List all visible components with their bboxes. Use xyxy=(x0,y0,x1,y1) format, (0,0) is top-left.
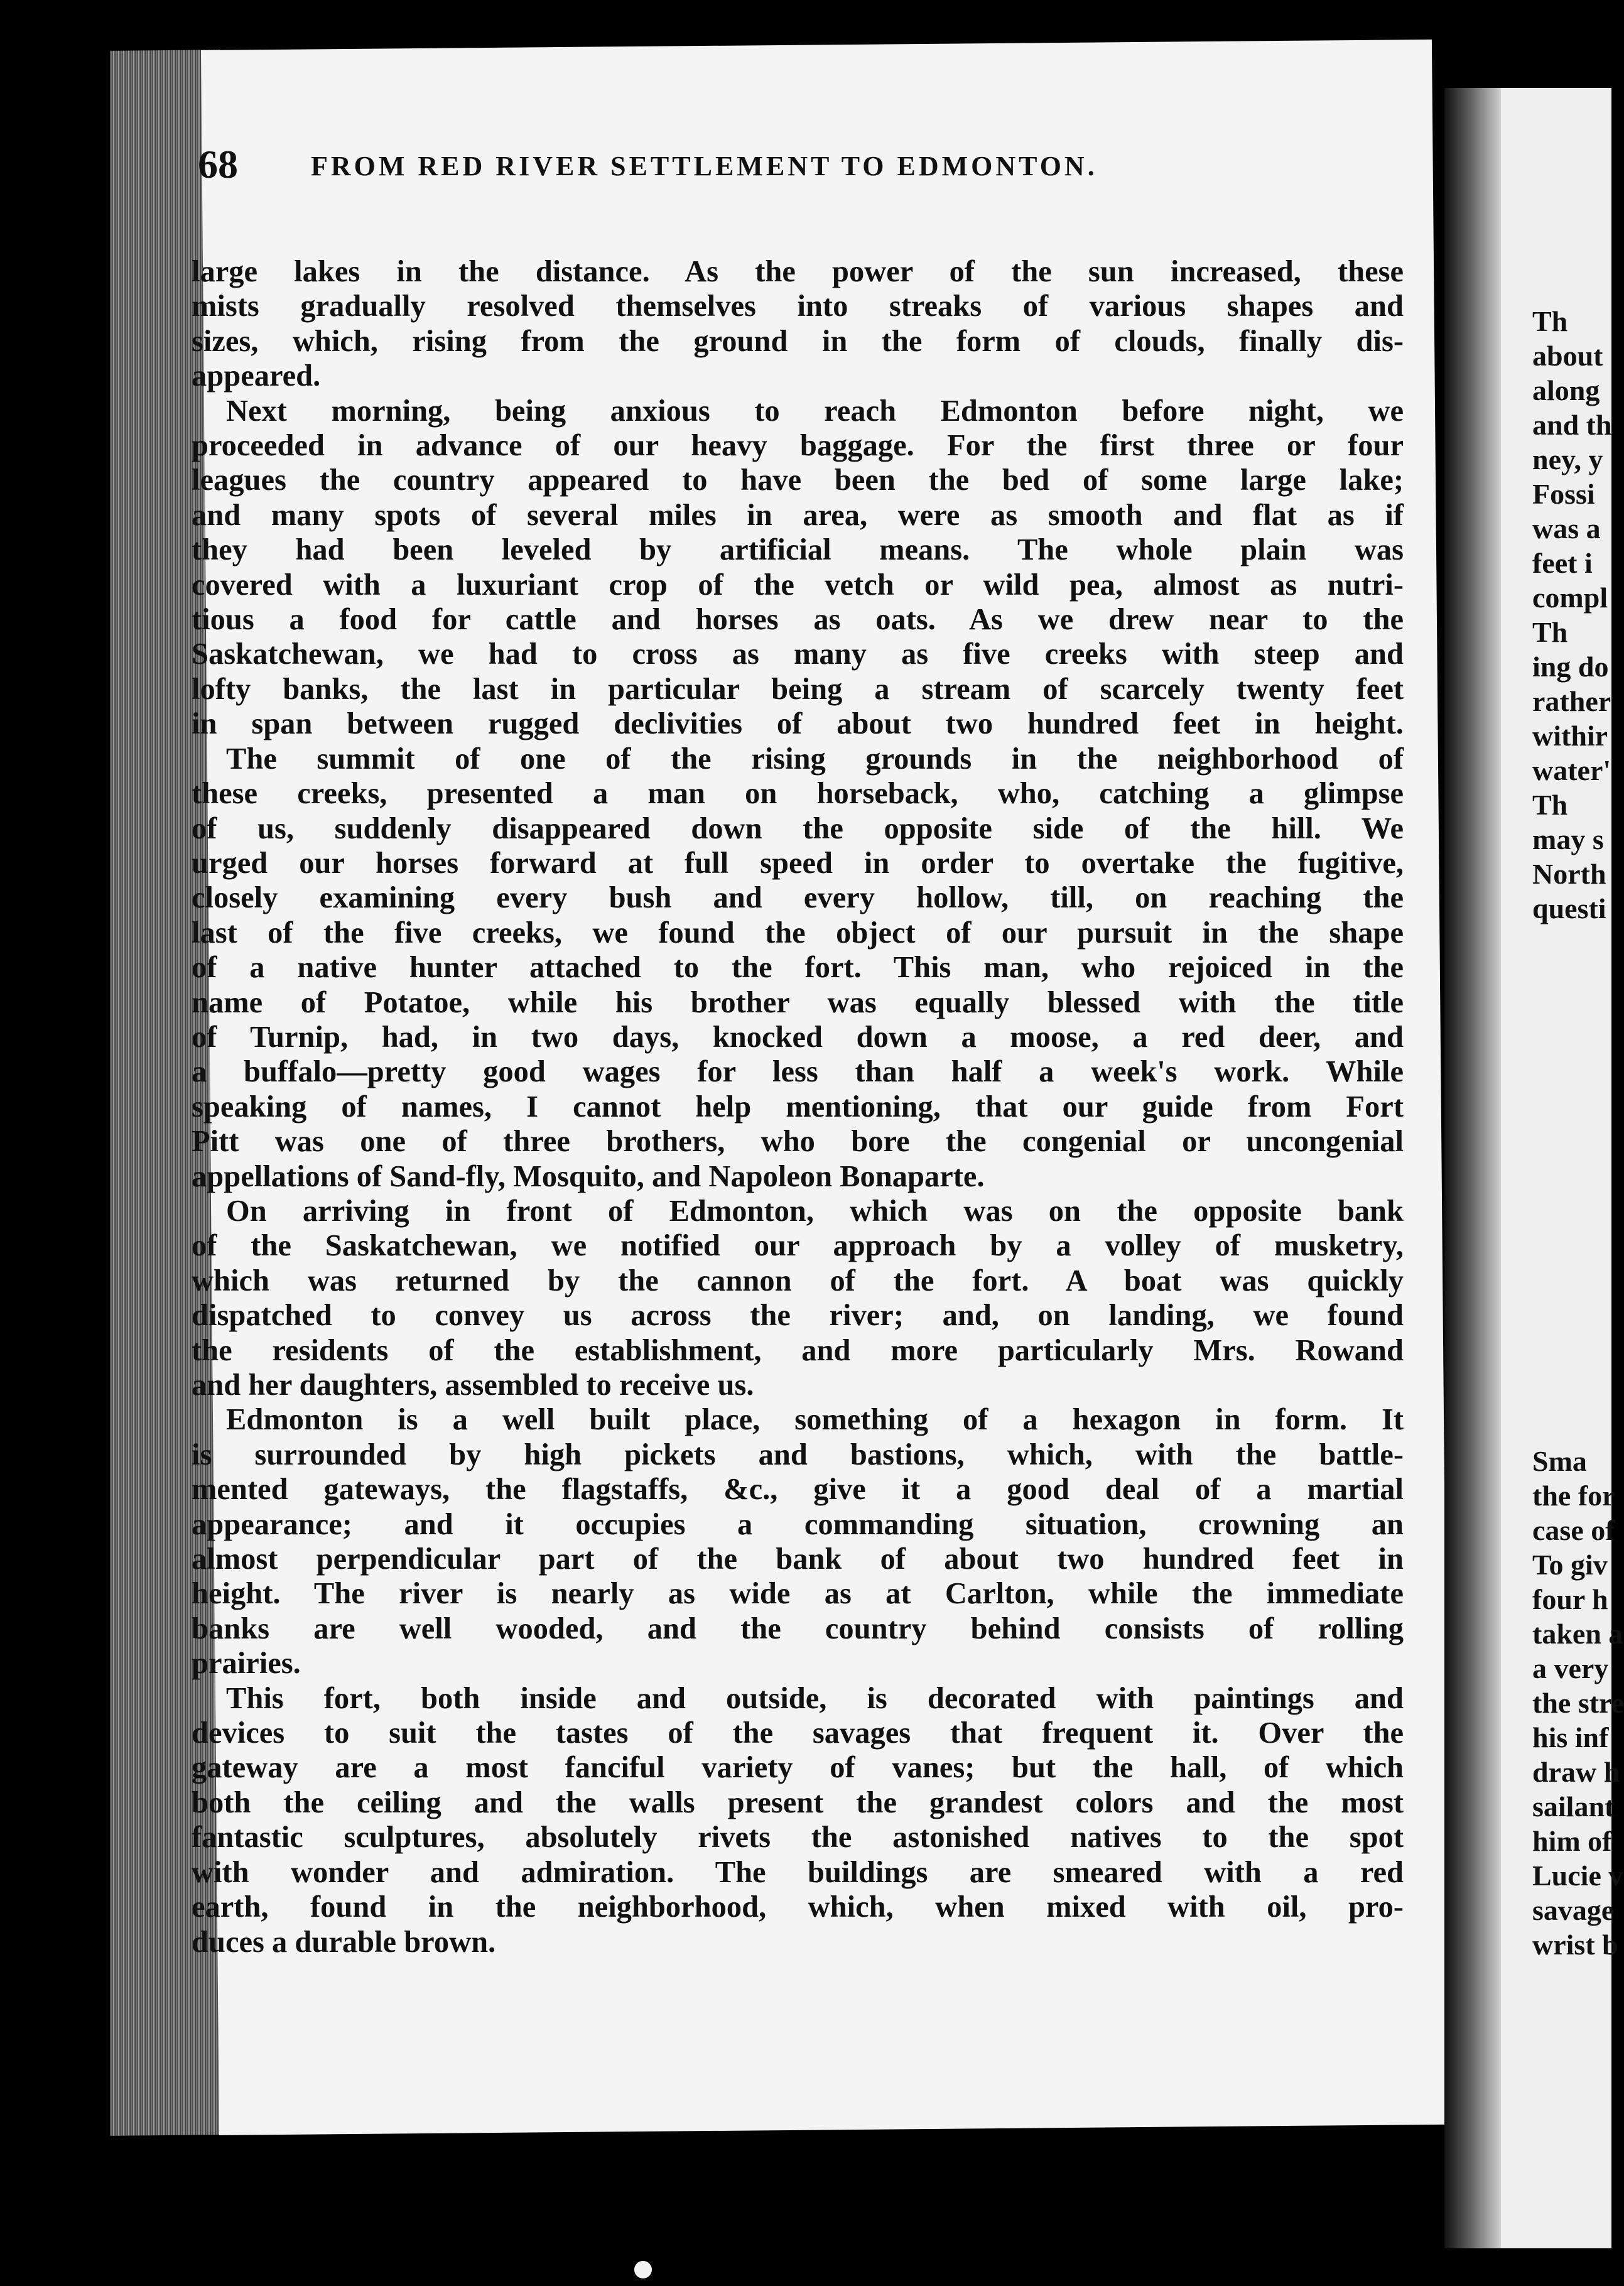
text-line: last of the five creeks, we found the object of our pursuit in the shape xyxy=(192,916,1404,950)
text-line: dispatched to convey us across the river; and, on landing, we found xyxy=(192,1299,1404,1333)
facing-page-fragment: Th xyxy=(1532,789,1568,821)
text-line: banks are well wooded, and the country behind consists of rolling xyxy=(192,1612,1404,1645)
text-line: they had been leveled by artificial means. The whole plain was xyxy=(192,533,1404,567)
facing-page-fragment: four h xyxy=(1532,1583,1608,1615)
text-line: in span between rugged declivities of about two hundred feet in height. xyxy=(192,707,1404,741)
text-line: fantastic sculptures, absolutely rivets the astonished natives to the spot xyxy=(192,1821,1404,1855)
text-line: Pitt was one of three brothers, who bore the congenial or uncongenial xyxy=(192,1125,1404,1159)
facing-page-fragment: water' xyxy=(1532,754,1611,786)
facing-page-fragment: taken a xyxy=(1532,1618,1623,1650)
text-line: speaking of names, I cannot help mentioning, that our guide from Fort xyxy=(192,1090,1404,1124)
text-line: is surrounded by high pickets and bastions, which, with the battle- xyxy=(192,1438,1404,1471)
text-line: of us, suddenly disappeared down the opposite side of the hill. We xyxy=(192,811,1404,845)
text-line: which was returned by the cannon of the fort. A boat was quickly xyxy=(192,1264,1404,1297)
facing-page-fragment: compl xyxy=(1532,582,1608,614)
facing-page-fragment: wrist b xyxy=(1532,1929,1618,1961)
facing-page-fragment: questi xyxy=(1532,892,1606,924)
facing-page-fragment: Fossi xyxy=(1532,478,1595,510)
body-text xyxy=(192,254,1404,1959)
text-line: with wonder and admiration. The buildings are smeared with a red xyxy=(192,1855,1404,1889)
text-line: leagues the country appeared to have been the bed of some large lake; xyxy=(192,463,1404,497)
text-line: This fort, both inside and outside, is decorated with paintings and xyxy=(226,1681,1404,1715)
text-line: mists gradually resolved themselves into streaks of various shapes and xyxy=(192,290,1404,323)
text-line: name of Potatoe, while his brother was equally blessed with the title xyxy=(192,985,1404,1019)
facing-page-fragment: him of xyxy=(1532,1825,1612,1857)
text-line: these creeks, presented a man on horseback, who, catching a glimpse xyxy=(192,777,1404,811)
text-line: of Turnip, had, in two days, knocked down a moose, a red deer, and xyxy=(192,1020,1404,1054)
facing-page-fragment: To giv xyxy=(1532,1549,1608,1581)
text-line: Next morning, being anxious to reach Edmonton before night, we xyxy=(226,394,1404,428)
text-line: mented gateways, the flagstaffs, &c., give it a good deal of a martial xyxy=(192,1473,1404,1507)
facing-page-fragment: withir xyxy=(1532,720,1608,752)
facing-page-fragment: sailant xyxy=(1532,1790,1615,1823)
text-line: appeared. xyxy=(192,359,321,393)
text-line: large lakes in the distance. As the power of the sun increased, these xyxy=(192,255,1404,288)
facing-page-fragment: Th xyxy=(1532,616,1568,648)
text-line: almost perpendicular part of the bank of about two hundred feet in xyxy=(192,1542,1404,1576)
facing-page-fragment: North xyxy=(1532,858,1606,890)
facing-page-fragment: ney, y xyxy=(1532,443,1603,475)
facing-page-fragment: may s xyxy=(1532,823,1604,855)
text-line: of a native hunter attached to the fort. This man, who rejoiced in the xyxy=(192,951,1404,985)
page-number: 68 xyxy=(198,142,238,187)
facing-page-fragment: draw h xyxy=(1532,1756,1620,1788)
facing-page-fragment: his inf xyxy=(1532,1721,1609,1753)
facing-page-fragment: savage xyxy=(1532,1894,1615,1926)
text-line: closely examining every bush and every hollow, till, on reaching the xyxy=(192,881,1404,915)
text-line: of the Saskatchewan, we notified our approach by a volley of musketry, xyxy=(192,1229,1404,1263)
facing-page-fragment: Th xyxy=(1532,305,1568,337)
facing-page-fragment: rather xyxy=(1532,685,1611,717)
gutter-shadow xyxy=(1444,88,1501,2248)
text-line: On arriving in front of Edmonton, which was on the opposite bank xyxy=(226,1194,1404,1228)
text-line: prairies. xyxy=(192,1647,301,1681)
text-line: both the ceiling and the walls present the grandest colors and the most xyxy=(192,1785,1404,1819)
facing-page-fragment: a very xyxy=(1532,1652,1609,1684)
text-line: proceeded in advance of our heavy baggage. For the first three or four xyxy=(192,429,1404,463)
text-line: earth, found in the neighborhood, which, when mixed with oil, pro- xyxy=(192,1890,1404,1924)
running-title: FROM RED RIVER SETTLEMENT TO EDMONTON. xyxy=(311,151,1098,181)
facing-page-fragment: the stre xyxy=(1532,1687,1624,1719)
text-line: devices to suit the tastes of the savages that frequent it. Over the xyxy=(192,1716,1404,1750)
facing-page-fragment: was a xyxy=(1532,512,1601,544)
text-line: gateway are a most fanciful variety of vanes; but the hall, of which xyxy=(192,1751,1404,1785)
text-line: lofty banks, the last in particular being a stream of scarcely twenty feet xyxy=(192,672,1404,706)
facing-page-fragment: and th xyxy=(1532,409,1612,441)
facing-page-fragment: Sma xyxy=(1532,1445,1587,1477)
text-line: and many spots of several miles in area, were as smooth and flat as if xyxy=(192,498,1404,532)
text-line: sizes, which, rising from the ground in the form of clouds, finally dis- xyxy=(192,324,1404,358)
text-line: height. The river is nearly as wide as at Carlton, while the immediate xyxy=(192,1577,1404,1611)
text-line: a buffalo—pretty good wages for less than half a week's work. While xyxy=(192,1055,1404,1089)
text-line: The summit of one of the rising grounds in the neighborhood of xyxy=(226,742,1404,776)
text-line: the residents of the establishment, and more particularly Mrs. Rowand xyxy=(192,1333,1404,1367)
text-line: appearance; and it occupies a commanding situation, crowning an xyxy=(192,1507,1404,1541)
paper-blemish xyxy=(634,2261,652,2278)
running-head xyxy=(198,141,1278,217)
facing-page-fragment: the for xyxy=(1532,1480,1615,1512)
facing-page-fragment: case of xyxy=(1532,1514,1615,1546)
text-line: covered with a luxuriant crop of the vetch or wild pea, almost as nutri- xyxy=(192,568,1404,602)
facing-page-fragment: feet i xyxy=(1532,547,1593,579)
text-line: duces a durable brown. xyxy=(192,1925,496,1959)
text-line: appellations of Sand-fly, Mosquito, and Napoleon Bonaparte. xyxy=(192,1159,985,1193)
facing-page-fragment: along xyxy=(1532,374,1600,406)
text-line: Edmonton is a well built place, something of a hexagon in form. It xyxy=(226,1403,1404,1437)
text-line: urged our horses forward at full speed in order to overtake the fugitive, xyxy=(192,846,1404,880)
text-line: tious a food for cattle and horses as oats. As we drew near to the xyxy=(192,603,1404,637)
facing-page-fragment: about xyxy=(1532,340,1603,372)
facing-page-fragment: Lucie v xyxy=(1532,1860,1623,1892)
text-line: and her daughters, assembled to receive us. xyxy=(192,1368,754,1402)
facing-page-fragment: ing do xyxy=(1532,651,1609,683)
text-line: Saskatchewan, we had to cross as many as five creeks with steep and xyxy=(192,637,1404,671)
